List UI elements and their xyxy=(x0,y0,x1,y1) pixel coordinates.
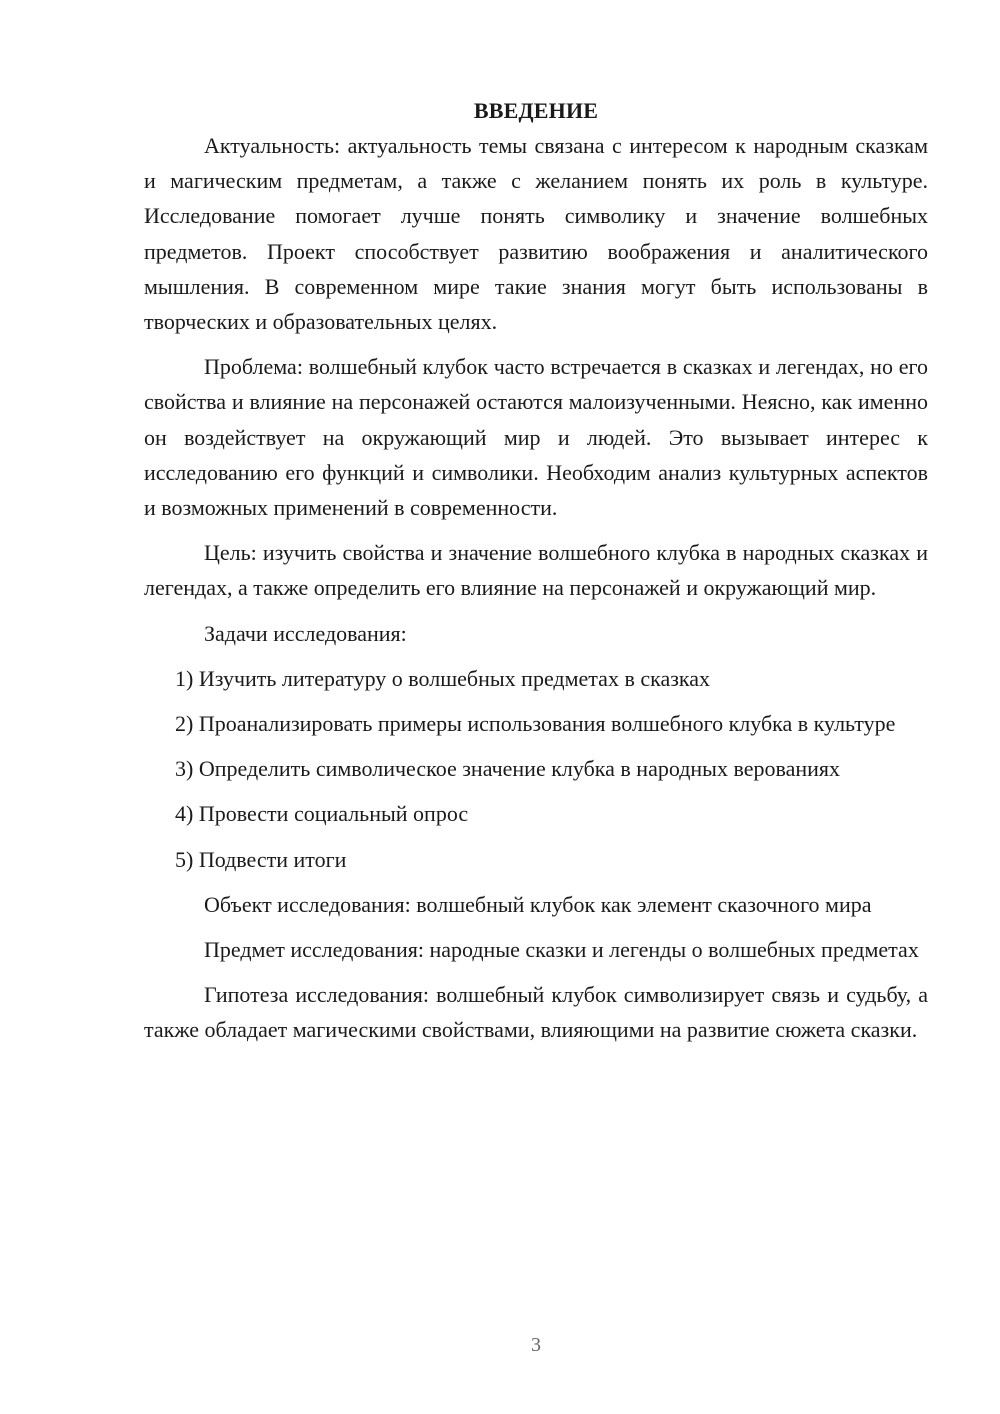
page-number: 3 xyxy=(531,1334,541,1356)
paragraph-object: Объект исследования: волшебный клубок как элемент сказочного мира xyxy=(204,891,872,917)
task-item: 1) Изучить литературу о волшебных предметах в сказках xyxy=(175,665,711,691)
task-item: 4) Провести социальный опрос xyxy=(175,801,469,827)
paragraph-hypothesis: Гипотеза исследования: волшебный клубок символизирует связь и судьбу, а также обладает магическими свойствами, влияющими на развитие сюжета сказки. xyxy=(144,982,928,1043)
document-page xyxy=(144,95,928,1048)
task-item: 5) Подвести итоги xyxy=(175,846,347,872)
paragraph-subject: Предмет исследования: народные сказки и легенды о волшебных предметах xyxy=(204,937,919,963)
task-item: 3) Определить символическое значение клубка в народных верованиях xyxy=(175,756,840,782)
paragraph-goal: Цель: изучить свойства и значение волшебного клубка в народных сказках и легендах, а также определить его влияние на персонажей и окружающий мир. xyxy=(144,540,928,601)
paragraph-relevance: Актуальность: актуальность темы связана с интересом к народным сказкам и магическим предметам, а также с желанием понять их роль в культуре. Исследование помогает лучше понять символику и значение волшебных предметов. Проект способствует развитию воображения и аналитического мышления. В современном мире такие знания могут быть использованы в творческих и образовательных целях. xyxy=(144,133,928,335)
task-item: 2) Проанализировать примеры использования волшебного клубка в культуре xyxy=(175,711,896,737)
paragraph-problem: Проблема: волшебный клубок часто встречается в сказках и легендах, но его свойства и влияние на персонажей остаются малоизученными. Неясно, как именно он воздействует на окружающий мир и людей. Это вызывает интерес к исследованию его функций и символики. Необходим анализ культурных аспектов и возможных применений в современности. xyxy=(144,354,928,521)
page-title: ВВЕДЕНИЕ xyxy=(473,98,599,123)
tasks-heading: Задачи исследования: xyxy=(204,620,407,646)
